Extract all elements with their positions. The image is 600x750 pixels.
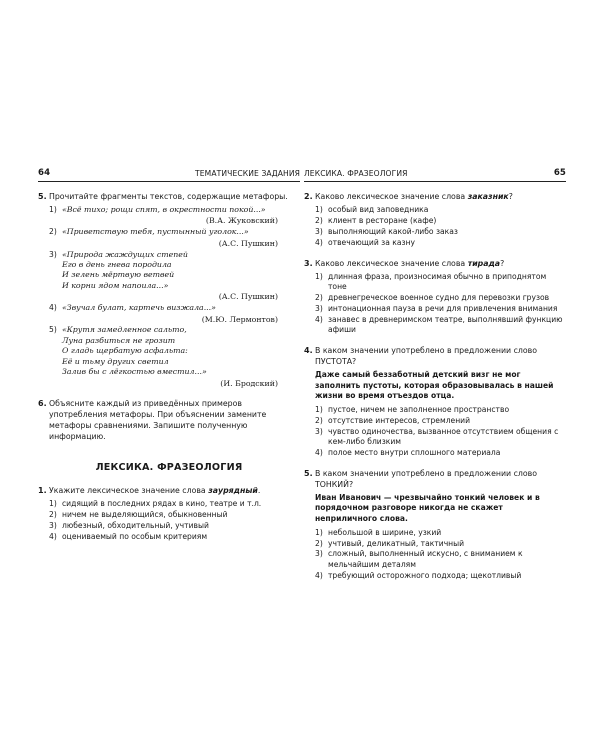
option-text: любезный, обходительный, учтивый [62,521,209,531]
answer-option [315,304,566,314]
task-number: 5. [38,192,47,201]
answer-option [315,405,566,415]
answer-option [315,427,566,448]
option-number: 4) [315,447,323,457]
task-text [315,258,566,269]
fragment-list [49,205,300,389]
answer-option [315,227,566,237]
option-text: ничем не выделяющийся, обыкновенный [62,510,228,520]
quote-line: Её и тьму других светил [62,356,169,366]
quote-line: Луна разбиться не грозит [62,335,176,345]
fragment-number: 4) [49,303,57,313]
left-page-number: 64 [38,168,51,178]
option-text: занавес в древнеримском театре, выполнявший функцию афиши [328,314,563,335]
example-sentence: Даже самый беззаботный детский визг не мог заполнить пустоты, которая образовывалась в нашей жизни во время отъездов отца. [315,370,554,401]
quote-line: «Крутя замедленное сальто, [62,325,187,335]
left-page-header [38,168,300,182]
fragment-number: 5) [49,325,57,335]
answer-option [315,571,566,581]
option-list [315,528,566,582]
quote-line: «Звучал булат, картечь визжала...» [62,303,216,313]
text-fragment [49,250,300,303]
task-1-lexical [38,485,300,543]
right-page-number: 65 [553,168,566,178]
right-page-header [304,168,566,182]
task-number: 4. [304,346,313,356]
task-text: В каком значении употреблено в предложении слово ПУСТОТА? [315,346,537,367]
option-number: 2) [315,538,323,548]
option-number: 1) [315,527,323,537]
quote-author: (В.А. Жуковский) [205,216,278,226]
answer-option [315,238,566,248]
option-text: оцениваемый по особым критериям [62,532,208,542]
quote-line: Залив бы с лёгкостью вместил...» [62,367,207,377]
option-number: 4) [315,314,323,324]
text-part: . [257,486,261,496]
quote-line: И корни ядом напоила...» [62,280,169,290]
task-text: В каком значении употреблено в предложении слово ТОНКИЙ? [315,468,537,489]
answer-option [315,528,566,538]
answer-option [49,532,300,542]
quote-line: «Природа жаждущих степей [62,249,188,259]
task-2-lexical [304,191,566,249]
option-text: сложный, выполненный искусно, с вниманием к мельчайшим деталям [328,549,523,569]
option-text: отвечающий за казну [328,237,416,247]
task-5-metaphors [38,191,300,389]
example-sentence: Иван Иванович — чрезвычайно тонкий человек и в порядочном разговоре никогда не скажет неприличного слова. [315,492,540,524]
option-number: 4) [315,570,323,580]
task-text: Объясните каждый из приведённых примеров употребления метафоры. При объяснении замените метафоры сравнениями. Запишите полученную информацию. [49,399,267,442]
quote-author: (И. Бродский) [220,378,278,388]
answer-option [49,510,300,520]
option-number: 4) [49,532,57,542]
option-number: 1) [315,404,323,414]
text-part: ? [508,192,513,201]
task-text [49,485,300,496]
answer-option [315,205,566,215]
target-word: тирада [467,258,501,268]
option-number: 3) [315,549,323,559]
option-text: интонационная пауза в речи для привлечения внимания [328,303,558,313]
option-text: отсутствие интересов, стремлений [328,415,471,425]
task-3-lexical [304,258,566,336]
quote-line: О гладь щербатую асфальта: [62,346,188,356]
text-fragment [49,227,300,249]
quote-line: «Приветствую тебя, пустынный уголок...» [62,227,249,237]
answer-option [315,293,566,303]
option-number: 2) [49,510,57,520]
option-list [315,205,566,248]
answer-option [315,315,566,336]
quote-line: «Всё тихо; рощи спят, в окрестности покой...» [62,205,266,214]
quote-author: (А.С. Пушкин) [218,238,278,248]
left-running-title: ТЕМАТИЧЕСКИЕ ЗАДАНИЯ [195,169,300,178]
task-6-explain [38,398,300,442]
task-number: 1. [38,486,47,496]
task-4-meaning [304,345,566,459]
option-number: 2) [315,215,323,225]
fragment-number: 1) [49,205,57,214]
option-text: небольшой в ширине, узкий [328,527,442,537]
option-text: длинная фраза, произносимая обычно в приподнятом тоне [328,271,547,292]
quote-author: (М.Ю. Лермонтов) [201,314,278,324]
target-word: заурядный [208,486,258,496]
answer-option [315,416,566,426]
option-number: 4) [315,237,323,247]
quote-author: (А.С. Пушкин) [218,292,278,302]
option-text: клиент в ресторане (кафе) [328,215,437,225]
fragment-number: 2) [49,227,57,237]
option-number: 2) [315,415,323,425]
option-text: чувство одиночества, вызванное отсутствием общения с кем-либо близким [328,426,559,447]
option-number: 1) [315,205,323,214]
answer-option [49,521,300,531]
answer-option [315,216,566,226]
option-text: учтивый, деликатный, тактичный [328,538,465,548]
answer-option [315,272,566,293]
option-number: 3) [315,426,323,436]
option-number: 3) [315,226,323,236]
quote-line: И зелень мёртвую ветвей [62,270,175,280]
option-text: требующий осторожного подхода; щекотливый [328,570,522,580]
option-list [315,272,566,336]
left-page [38,168,300,552]
option-text: полое место внутри сплошного материала [328,447,501,457]
answer-option [315,448,566,458]
quote-line: Его в день гнева породила [62,260,172,270]
text-fragment [49,325,300,388]
answer-option [315,549,566,570]
option-text: пустое, ничем не заполненное пространство [328,404,510,414]
text-fragment [49,303,300,325]
task-number: 2. [304,192,313,201]
option-number: 3) [315,303,323,313]
text-part: ? [500,258,505,268]
text-part: Каково лексическое значение слова [315,258,468,268]
task-text [315,191,566,202]
option-number: 2) [315,292,323,302]
text-part: Укажите лексическое значение слова [49,486,209,496]
target-word: заказник [467,192,509,201]
option-number: 1) [49,499,57,509]
text-part: Каково лексическое значение слова [315,192,468,201]
option-list [315,405,566,459]
option-number: 3) [49,521,57,531]
option-text: сидящий в последних рядах в кино, театре и т.л. [62,499,262,509]
task-5-meaning [304,468,566,582]
answer-option [49,499,300,509]
option-number: 1) [315,271,323,281]
task-text: Прочитайте фрагменты текстов, содержащие метафоры. [49,192,288,201]
task-number: 6. [38,399,47,409]
task-number: 5. [304,468,313,478]
right-page [304,168,566,591]
fragment-number: 3) [49,249,57,259]
option-list [49,499,300,542]
answer-option [315,539,566,549]
section-title: ЛЕКСИКА. ФРАЗЕОЛОГИЯ [95,462,243,474]
option-text: выполняющий какой-либо заказ [328,226,458,236]
option-text: особый вид заповедника [328,205,429,214]
right-running-title: ЛЕКСИКА. ФРАЗЕОЛОГИЯ [304,169,408,178]
task-number: 3. [304,258,313,268]
text-fragment [49,205,300,227]
option-text: древнегреческое военное судно для перевозки грузов [328,292,550,302]
